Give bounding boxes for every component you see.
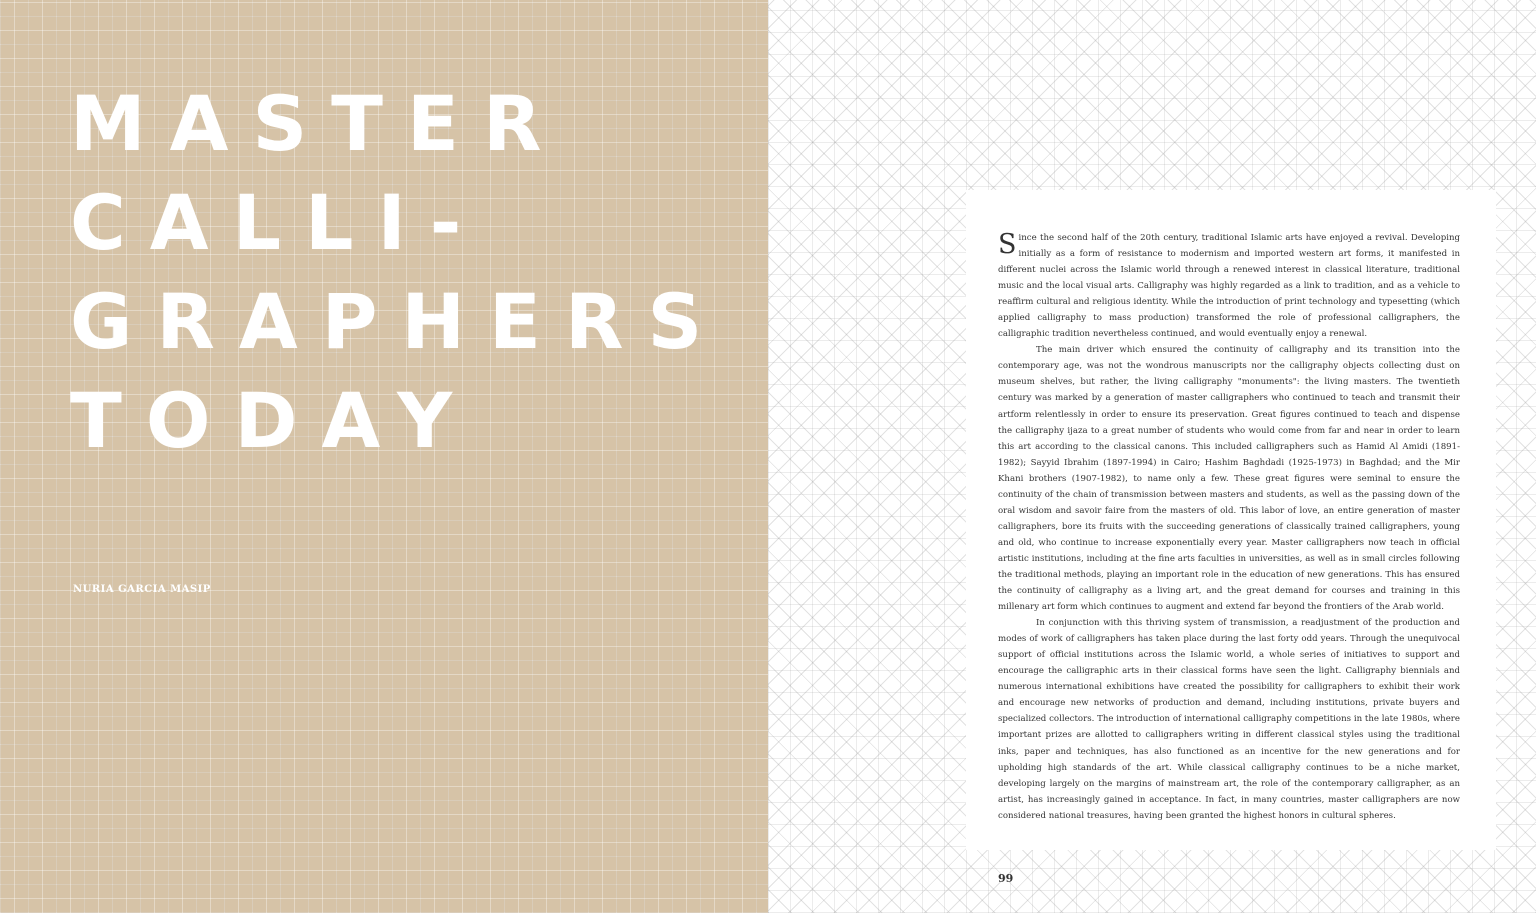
page-number: 99 (998, 872, 1014, 885)
chapter-title (70, 74, 726, 470)
title-line-2: CALLI- (70, 178, 486, 267)
body-text (998, 230, 1460, 824)
drop-cap: S (998, 229, 1017, 260)
paragraph-1 (998, 230, 1460, 342)
paragraph-3: In conjunction with this thriving system of transmission, a readjustment of the production and modes of work of calligraphers has taken place during the last forty odd years. Through the unequivocal support of official institutions across the Islamic world, a whole series of initiatives to support and encourage the calligraphic arts in their classical forms have seen the light. Calligraphy biennials and numerous international exhibitions have created the possibility for calligraphers to exhibit their work and encourage new networks of production and demand, including institutions, private buyers and specialized collectors. The introduction of international calligraphy competitions in the late 1980s, where important prizes are allotted to calligraphers writing in different classical styles using the traditional inks, paper and techniques, has also functioned as an incentive for the new generations and for upholding high standards of the art. While classical calligraphy continues to be a niche market, developing largely on the margins of mainstream art, the role of the contemporary calligrapher, as an artist, has increasingly gained in acceptance. In fact, in many countries, master calligraphers are now considered national treasures, having been granted the highest honors in cultural spheres. (998, 618, 1460, 821)
author-name: NURIA GARCIA MASIP (73, 584, 211, 595)
title-line-3: GRAPHERS (70, 277, 727, 366)
title-line-4: TODAY (70, 376, 477, 465)
title-line-1: MASTER (70, 79, 566, 168)
paragraph-1-text: ince the second half of the 20th century, traditional Islamic arts have enjoyed a revival. Developing initially as a form of resistance to modernism and imported western art forms, it manifested in different nuclei across the Islamic world through a renewed interest in classical literature, traditional music and the local visual arts. Calligraphy was highly regarded as a link to tradition, and as a vehicle to reaffirm cultural and religious identity. While the introduction of print technology and typesetting (which applied calligraphy to mass production) transformed the role of professional calligraphers, the calligraphic tradition nevertheless continued, and would eventually enjoy a renewal. (998, 233, 1460, 340)
paragraph-2: The main driver which ensured the continuity of calligraphy and its transition into the contemporary age, was not the wondrous manuscripts nor the calligraphy objects collecting dust on museum shelves, but rather, the living calligraphy "monuments": the living masters. The twentieth century was marked by a generation of master calligraphers who continued to teach and transmit their artform relentlessly in order to ensure its preservation. Great figures continued to teach and dispense the calligraphy ijaza to a great number of students who would come from far and near in order to learn this art according to the classical canons. This included calligraphers such as Hamid Al Amidi (1891-1982); Sayyid Ibrahim (1897-1994) in Cairo; Hashim Baghdadi (1925-1973) in Baghdad; and the Mir Khani brothers (1907-1982), to name only a few. These great figures were seminal to ensure the continuity of the chain of transmission between masters and students, as well as the passing down of the oral wisdom and savoir faire from the masters of old. This labor of love, an entire generation of master calligraphers, bore its fruits with the succeeding generations of classically trained calligraphers, young and old, who continue to increase exponentially every year. Master calligraphers now teach in official artistic institutions, including at the fine arts faculties in universities, as well as in small circles following the traditional methods, playing an important role in the education of new generations. This has ensured the continuity of calligraphy as a living art, and the great demand for courses and training in this millenary art form which continues to augment and extend far beyond the frontiers of the Arab world. (998, 345, 1460, 613)
